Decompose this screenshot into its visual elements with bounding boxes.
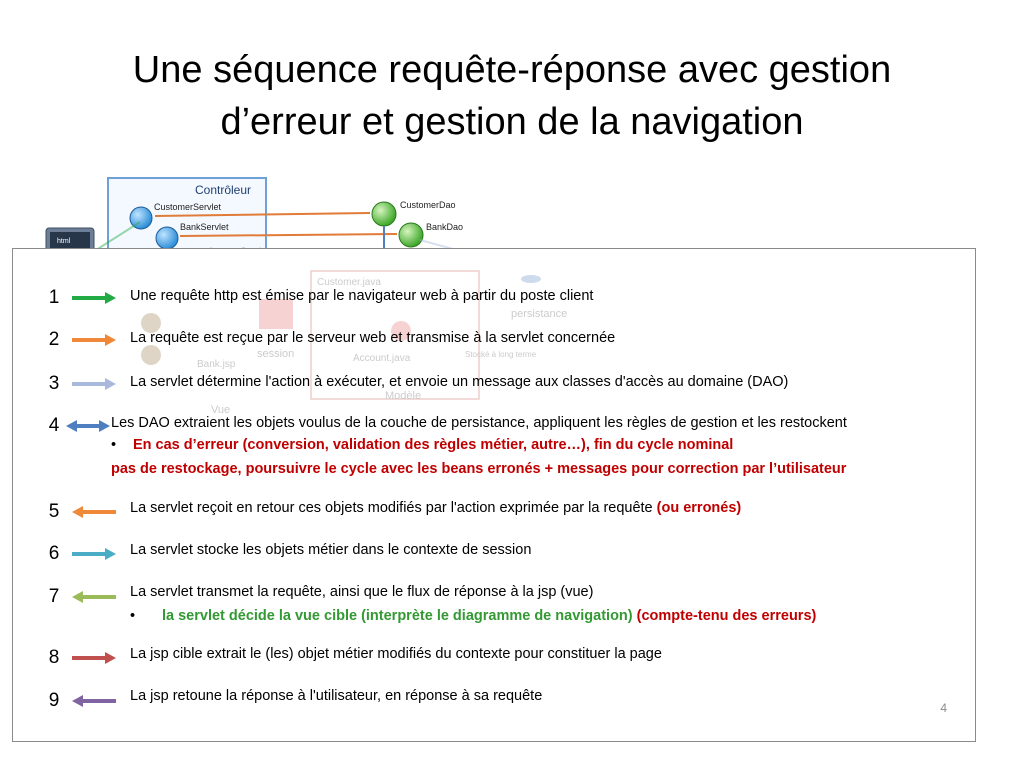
database-icon <box>521 275 541 283</box>
step-arrow-8-icon <box>71 651 117 665</box>
step-4-error-continuation: pas de restockage, poursuivre le cycle avec les beans erronés + messages pour correction par l’utilisateur <box>111 461 847 477</box>
step-7-bullet <box>130 607 816 626</box>
step-number-6: 6 <box>48 543 60 564</box>
bean-node <box>141 345 161 365</box>
step-number-4: 4 <box>48 415 60 436</box>
step-arrow-3-icon <box>71 377 117 391</box>
step-arrow-6-icon <box>71 547 117 561</box>
customer-dao-label: CustomerDao <box>400 200 456 210</box>
controller-label: Contrôleur <box>195 183 252 197</box>
bullet: • <box>130 608 136 624</box>
step-3-text: La servlet détermine l'action à exécuter, et envoie un message aux classes d'accès au domaine (DAO) <box>130 374 789 390</box>
session-label: session <box>257 348 295 360</box>
customer-java-label: Customer.java <box>317 277 381 288</box>
step-1-text: Une requête http est émise par le navigateur web à partir du poste client <box>130 288 594 304</box>
bullet: • <box>111 437 117 453</box>
step-arrow-5-icon <box>71 505 117 519</box>
step-4-text: Les DAO extraient les objets voulus de la couche de persistance, appliquent les règles de gestion et les restockent <box>111 415 847 431</box>
title-line-1: Une séquence requête-réponse avec gestion <box>132 49 892 91</box>
step-4-error-bullet <box>111 436 733 455</box>
step-5-main-text: La servlet reçoit en retour ces objets modifiés par l'action exprimée par la requête <box>130 500 657 516</box>
model-label: Modèle <box>385 390 422 402</box>
step-number-2: 2 <box>48 329 60 350</box>
step-7-navigation-text: la servlet décide la vue cible (interprète le diagramme de navigation) <box>162 608 637 624</box>
title-line-2: d’erreur et gestion de la navigation <box>220 101 804 143</box>
step-arrow-4-icon <box>65 419 111 433</box>
step-9-text: La jsp retoune la réponse à l'utilisateur, en réponse à sa requête <box>130 688 543 704</box>
step-number-8: 8 <box>48 647 60 668</box>
step-number-3: 3 <box>48 373 60 394</box>
view-label: Vue <box>211 404 231 416</box>
step-2-text: La requête est reçue par le serveur web et transmise à la servlet concernée <box>130 330 616 346</box>
bank-dao-label: BankDao <box>426 222 464 232</box>
bank-servlet-label: BankServlet <box>180 222 229 232</box>
step-arrow-2-icon <box>71 333 117 347</box>
bank-jsp-label: Bank.jsp <box>197 359 236 370</box>
step-5-text <box>130 499 741 518</box>
page-number: 4 <box>940 701 947 715</box>
step-6-text: La servlet stocke les objets métier dans le contexte de session <box>130 542 532 558</box>
step-5-error-note: (ou erronés) <box>656 500 742 516</box>
long-term-label: Stocké à long terme <box>465 350 537 359</box>
customer-servlet-label: CustomerServlet <box>154 202 222 212</box>
step-8-text: La jsp cible extrait le (les) objet métier modifiés du contexte pour constituer la page <box>130 646 662 662</box>
step-arrow-7-icon <box>71 590 117 604</box>
step-arrow-9-icon <box>71 694 117 708</box>
persistence-label: persistance <box>511 308 568 320</box>
account-java-label: Account.java <box>353 353 411 364</box>
steps-panel <box>12 248 976 742</box>
customer-dao-node <box>372 202 396 226</box>
step-7-error-note: (compte-tenu des erreurs) <box>636 608 817 624</box>
html-label: html <box>57 238 71 245</box>
slide-title <box>40 44 984 148</box>
bank-servlet-node <box>156 227 178 249</box>
step-number-7: 7 <box>48 586 60 607</box>
step-arrow-1-icon <box>71 291 117 305</box>
step-number-5: 5 <box>48 501 60 522</box>
step-number-1: 1 <box>48 287 60 308</box>
bank-dao-node <box>399 223 423 247</box>
step-7-text: La servlet transmet la requête, ainsi que le flux de réponse à la jsp (vue) <box>130 584 594 600</box>
step-4-error-text: En cas d’erreur (conversion, validation des règles métier, autre…), fin du cycle nominal <box>133 437 734 453</box>
step-number-9: 9 <box>48 690 60 711</box>
